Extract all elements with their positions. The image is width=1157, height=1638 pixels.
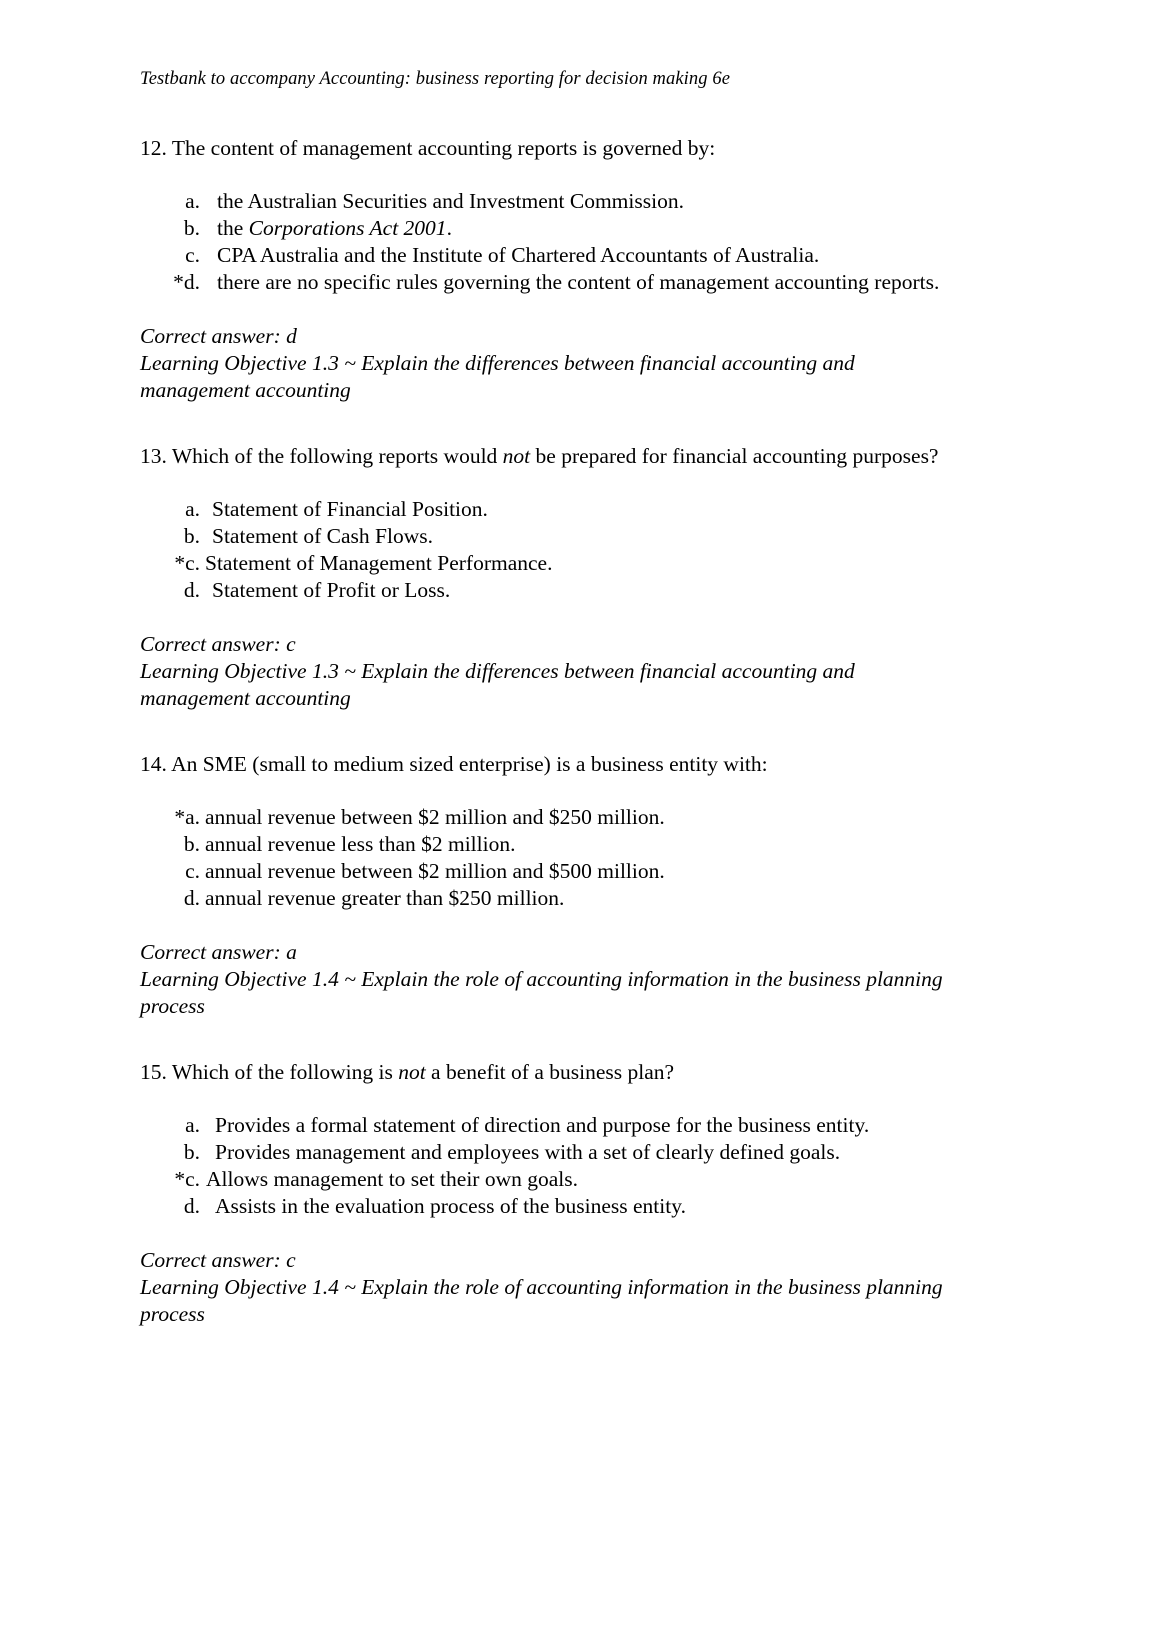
option-a: a. the Australian Securities and Investment Commission.: [180, 188, 1040, 215]
option-a: a. Provides a formal statement of direction and purpose for the business entity.: [180, 1112, 1040, 1139]
learning-objective: Learning Objective 1.3 ~ Explain the differences between financial accounting and: [140, 351, 855, 375]
option-b: b. the Corporations Act 2001.: [180, 215, 1040, 242]
learning-objective-cont: management accounting: [140, 686, 351, 710]
option-label: b.: [183, 832, 200, 856]
option-b: b. annual revenue less than $2 million.: [180, 831, 1040, 858]
option-d: d. Assists in the evaluation process of the business entity.: [180, 1193, 1040, 1220]
option-label: c.: [185, 859, 200, 883]
option-d: d. Statement of Profit or Loss.: [180, 577, 1040, 604]
learning-objective-cont: process: [140, 994, 205, 1018]
options-list: [140, 496, 1040, 604]
question-stem: 14. An SME (small to medium sized enterprise) is a business entity with:: [140, 752, 768, 776]
option-a: a. Statement of Financial Position.: [180, 496, 1040, 523]
option-a-correct: *a. annual revenue between $2 million and $250 million.: [180, 804, 1040, 831]
option-d: d. annual revenue greater than $250 million.: [180, 885, 1040, 912]
act-title: Corporations Act 2001: [248, 216, 447, 240]
options-list: [140, 1112, 1040, 1220]
option-label: *a.: [174, 805, 200, 829]
option-label: c.: [185, 243, 200, 267]
correct-answer: Correct answer: a: [140, 940, 297, 964]
option-c: c. annual revenue between $2 million and $500 million.: [180, 858, 1040, 885]
answer-block: [140, 939, 1040, 1020]
option-label: *c.: [174, 551, 200, 575]
question-number: 13.: [140, 444, 167, 468]
options-list: [140, 804, 1040, 912]
question-12: [140, 135, 1040, 404]
option-label: b.: [183, 524, 200, 548]
question-stem: 13. Which of the following reports would not be prepared for financial accounting purposes?: [140, 444, 939, 468]
correct-answer: Correct answer: d: [140, 324, 297, 348]
option-label: *d.: [173, 270, 200, 294]
question-14: [140, 751, 1040, 1020]
learning-objective-cont: process: [140, 1302, 205, 1326]
option-b: b. Statement of Cash Flows.: [180, 523, 1040, 550]
learning-objective: Learning Objective 1.4 ~ Explain the role of accounting information in the business planning: [140, 967, 943, 991]
options-list: [140, 188, 1040, 296]
question-13: [140, 443, 1040, 712]
option-d-correct: *d. there are no specific rules governing the content of management accounting reports.: [173, 270, 940, 294]
option-label: d.: [183, 578, 200, 602]
learning-objective-cont: management accounting: [140, 378, 351, 402]
option-label: a.: [185, 497, 200, 521]
option-label: d.: [183, 886, 200, 910]
question-number: 12.: [140, 136, 167, 160]
option-label: d.: [183, 1194, 200, 1218]
question-15: [140, 1059, 1040, 1328]
question-stem: 12. The content of management accounting reports is governed by:: [140, 136, 716, 160]
option-c-correct: *c. Allows management to set their own goals.: [180, 1166, 1040, 1193]
answer-block: [140, 1247, 1040, 1328]
correct-answer: Correct answer: c: [140, 632, 296, 656]
learning-objective: Learning Objective 1.4 ~ Explain the role of accounting information in the business planning: [140, 1275, 943, 1299]
answer-block: [140, 323, 1040, 404]
option-label: b.: [183, 216, 200, 240]
question-number: 15.: [140, 1060, 167, 1084]
option-label: a.: [185, 189, 200, 213]
learning-objective: Learning Objective 1.3 ~ Explain the differences between financial accounting and: [140, 659, 855, 683]
option-b: b. Provides management and employees with a set of clearly defined goals.: [180, 1139, 1040, 1166]
option-label: *c.: [174, 1167, 200, 1191]
option-label: b.: [183, 1140, 200, 1164]
correct-answer: Correct answer: c: [140, 1248, 296, 1272]
option-c: c. CPA Australia and the Institute of Chartered Accountants of Australia.: [180, 242, 1040, 269]
question-number: 14.: [140, 752, 167, 776]
option-c-correct: *c. Statement of Management Performance.: [180, 550, 1040, 577]
question-stem: 15. Which of the following is not a benefit of a business plan?: [140, 1060, 675, 1084]
option-label: a.: [185, 1113, 200, 1137]
answer-block: [140, 631, 1040, 712]
running-header: Testbank to accompany Accounting: business reporting for decision making 6e: [140, 69, 731, 89]
